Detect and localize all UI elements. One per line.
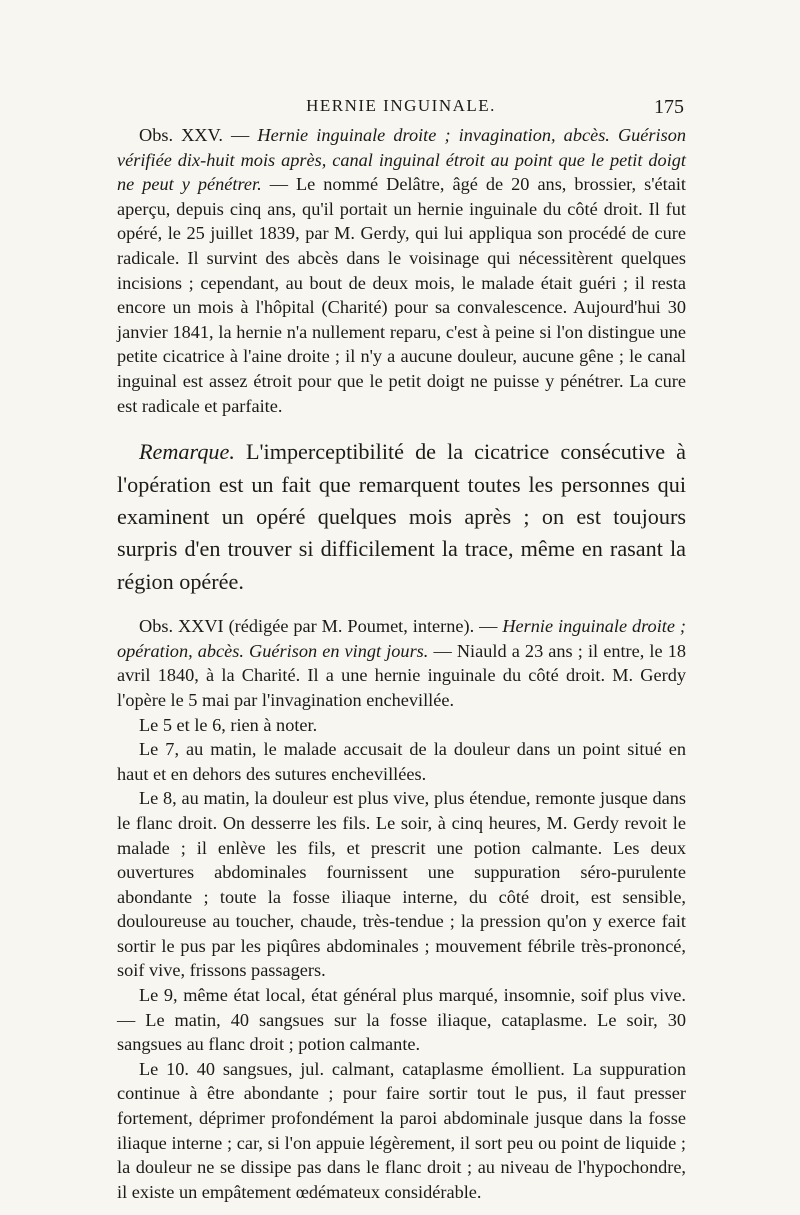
remark-label: Remarque. [139, 439, 235, 465]
observation-26 [117, 614, 686, 712]
day-entry-8: Le 8, au matin, la douleur est plus vive, plus étendue, remonte jusque dans le flanc droit. On desserre les fils. Le soir, à cinq heures, M. Gerdy revoit le malade ; il enlève les fils, et prescrit une potion calmante. Les deux ouvertures abdominales fournissent une suppuration séro-purulente abondante ; toute la fosse iliaque interne, du côté droit, est sensible, douloureuse au toucher, chaude, très-tendue ; la pression qu'on y exerce fait sortir le pus par les piqûres abdominales ; mouvement fébrile très-prononcé, soif vive, frissons passagers. [117, 788, 686, 981]
running-head: HERNIE INGUINALE. [306, 96, 496, 115]
remark-text: L'imperceptibilité de la cicatrice consécutive à l'opération est un fait que remarquent toutes les personnes qui examinent un opéré quelques mois après ; on est toujours surpris d'en trouver si difficilement la trace, même en rasant la région opérée. [117, 439, 686, 594]
day-entry-9: Le 9, même état local, état général plus marqué, insomnie, soif plus vive. — Le matin, 40 sangsues sur la fosse iliaque, cataplasme. Le soir, 30 sangsues au flanc droit ; potion calmante. [117, 985, 686, 1055]
remark-paragraph [117, 436, 686, 598]
day-entry-7: Le 7, au matin, le malade accusait de la douleur dans un point situé en haut et en dehors des sutures enchevillées. [117, 739, 686, 784]
page-header [118, 96, 684, 120]
observation-title: Hernie inguinale droite ; opération, abcès. Guérison en vingt jours. [117, 616, 686, 661]
observation-title: Hernie inguinale droite ; invagination, abcès. Guérison vérifiée dix-huit mois après, canal inguinal étroit au point que le petit doigt ne peut y pénétrer. [117, 125, 687, 195]
observation-label: Obs. XXV. — [139, 125, 258, 145]
observation-25 [117, 123, 686, 418]
body-text [117, 123, 686, 1204]
page-number: 175 [654, 96, 684, 118]
observation-text: — Le nommé Delâtre, âgé de 20 ans, brossier, s'était aperçu, depuis cinq ans, qu'il portait un hernie inguinale du côté droit. Il fut opéré, le 25 juillet 1839, par M. Gerdy, qui lui appliqua son procédé de cure radicale. Il survint des abcès dans le voisinage qui nécessitèrent quelques incisions ; cependant, au bout de deux mois, le malade était guéri ; il resta encore un mois à l'hôpital (Charité) pour sa convalescence. Aujourd'hui 30 janvier 1841, la hernie n'a nullement reparu, c'est à peine si l'on distingue une petite cicatrice à l'aine droite ; il n'y a aucune douleur, aucune gêne ; le canal inguinal est assez étroit pour que le petit doigt ne puisse y pénétrer. La cure est radicale et parfaite. [117, 174, 686, 416]
observation-label: Obs. XXVI (rédigée par M. Poumet, interne). — [139, 616, 503, 637]
day-entry-5-6: Le 5 et le 6, rien à noter. [139, 714, 318, 735]
observation-text: — Niauld a 23 ans ; il entre, le 18 avril 1840, à la Charité. Il a une hernie inguinale du côté droit. M. Gerdy l'opère le 5 mai par l'invagination enchevillée. [117, 640, 686, 710]
day-entry-10: Le 10. 40 sangsues, jul. calmant, cataplasme émollient. La suppuration continue à être abondante ; pour faire sortir tout le pus, il faut presser fortement, déprimer profondément la paroi abdominale jusque dans la fosse iliaque interne ; car, si l'on appuie légèrement, il sort peu ou point de liquide ; la douleur ne se dissipe pas dans le flanc droit ; au niveau de l'hypochondre, il existe un empâtement œdémateux considérable. [117, 1058, 686, 1202]
